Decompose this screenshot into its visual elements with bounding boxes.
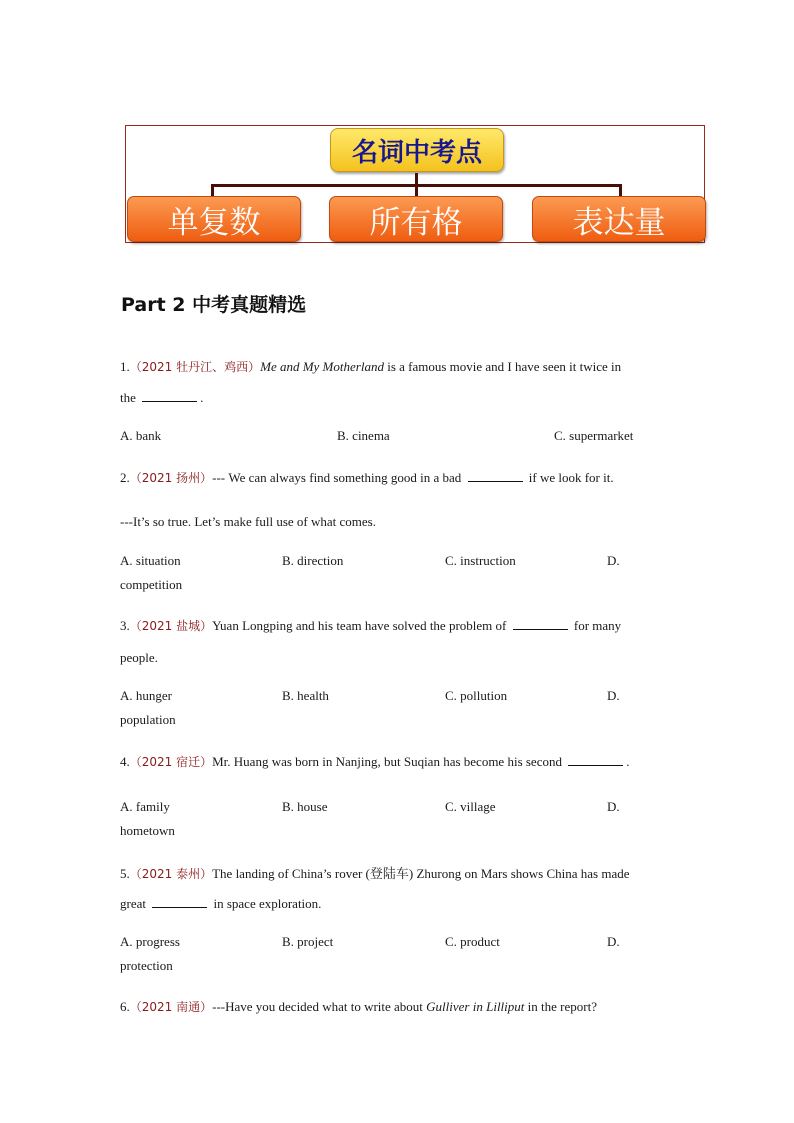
stem-text: . bbox=[200, 390, 204, 405]
question-number: 1. bbox=[120, 359, 130, 374]
question-number: 6. bbox=[120, 999, 130, 1014]
option-d-text: population bbox=[120, 712, 176, 727]
option-d-text: hometown bbox=[120, 823, 175, 838]
question-1-stem-cont bbox=[120, 390, 203, 406]
question-5-stem bbox=[120, 863, 629, 882]
stem-text: Yuan Longping and his team have solved the problem of bbox=[212, 618, 510, 633]
answer-blank bbox=[568, 755, 623, 766]
option-b: B. health bbox=[282, 688, 329, 703]
question-source: （2021 宿迁） bbox=[129, 755, 213, 769]
stem-text: . bbox=[626, 754, 630, 769]
connector-vertical-right bbox=[619, 184, 622, 196]
stem-text: Mr. Huang was born in Nanjing, but Suqian has become his second bbox=[212, 754, 566, 769]
question-1-stem bbox=[120, 358, 621, 375]
option-d: D. bbox=[607, 553, 620, 568]
stem-text: The landing of China’s rover (登陆车) Zhurong on Mars shows China has made bbox=[212, 866, 630, 881]
stem-text: in the report? bbox=[524, 999, 597, 1014]
section-title: Part 2 中考真题精选 bbox=[121, 294, 307, 316]
option-d: D. bbox=[607, 799, 620, 814]
question-number: 3. bbox=[120, 618, 130, 633]
movie-title: Me and My Motherland bbox=[260, 359, 384, 374]
stem-text: for many bbox=[570, 618, 622, 633]
option-b: B. direction bbox=[282, 553, 344, 568]
option-a: A. family bbox=[120, 799, 170, 814]
book-title: Gulliver in Lilliput bbox=[426, 999, 525, 1014]
option-c: C. pollution bbox=[445, 688, 508, 703]
option-d-text: competition bbox=[120, 577, 183, 592]
diagram-child-box-2: 所有格 bbox=[329, 196, 503, 242]
diagram-child-box-3: 表达量 bbox=[532, 196, 706, 242]
diagram-root-box: 名词中考点 bbox=[330, 128, 504, 172]
answer-blank bbox=[513, 619, 568, 630]
question-source: （2021 泰州） bbox=[129, 867, 213, 881]
option-b: B. house bbox=[282, 799, 328, 814]
option-b: B. project bbox=[282, 934, 334, 949]
connector-vertical-mid bbox=[415, 184, 418, 196]
answer-blank bbox=[468, 471, 523, 482]
question-number: 4. bbox=[120, 754, 130, 769]
topic-diagram bbox=[125, 125, 705, 243]
question-2-stem bbox=[120, 469, 614, 486]
question-source: （2021 牡丹江、鸡西） bbox=[129, 360, 261, 374]
question-4-stem bbox=[120, 753, 629, 770]
option-d-text: protection bbox=[120, 958, 173, 973]
question-source: （2021 扬州） bbox=[129, 471, 213, 485]
connector-vertical-left bbox=[211, 184, 214, 196]
question-source: （2021 盐城） bbox=[129, 619, 213, 633]
question-5-stem-cont bbox=[120, 896, 321, 912]
option-a: A. progress bbox=[120, 934, 180, 949]
stem-text: --- We can always find something good in a bad bbox=[212, 470, 465, 485]
question-3-stem-cont: people. bbox=[120, 650, 158, 665]
option-c: C. instruction bbox=[445, 553, 516, 568]
option-d: D. bbox=[607, 688, 620, 703]
question-number: 2. bbox=[120, 470, 130, 485]
option-b: B. cinema bbox=[337, 428, 390, 443]
stem-text: in space exploration. bbox=[210, 896, 322, 911]
question-2-reply: ---It’s so true. Let’s make full use of what comes. bbox=[120, 514, 376, 529]
stem-text: if we look for it. bbox=[525, 470, 614, 485]
question-6-stem bbox=[120, 998, 597, 1015]
stem-text: ---Have you decided what to write about bbox=[212, 999, 427, 1014]
option-c: C. supermarket bbox=[554, 428, 634, 443]
option-c: C. village bbox=[445, 799, 496, 814]
question-number: 5. bbox=[120, 866, 130, 881]
option-a: A. bank bbox=[120, 428, 162, 443]
question-source: （2021 南通） bbox=[129, 1000, 213, 1014]
stem-text: great bbox=[120, 896, 150, 911]
stem-text: the bbox=[120, 390, 140, 405]
option-c: C. product bbox=[445, 934, 500, 949]
option-a: A. situation bbox=[120, 553, 181, 568]
option-a: A. hunger bbox=[120, 688, 172, 703]
answer-blank bbox=[152, 897, 207, 908]
option-d: D. bbox=[607, 934, 620, 949]
diagram-child-box-1: 单复数 bbox=[127, 196, 301, 242]
answer-blank bbox=[142, 391, 197, 402]
question-3-stem bbox=[120, 617, 621, 634]
stem-text: is a famous movie and I have seen it twice in bbox=[383, 359, 622, 374]
